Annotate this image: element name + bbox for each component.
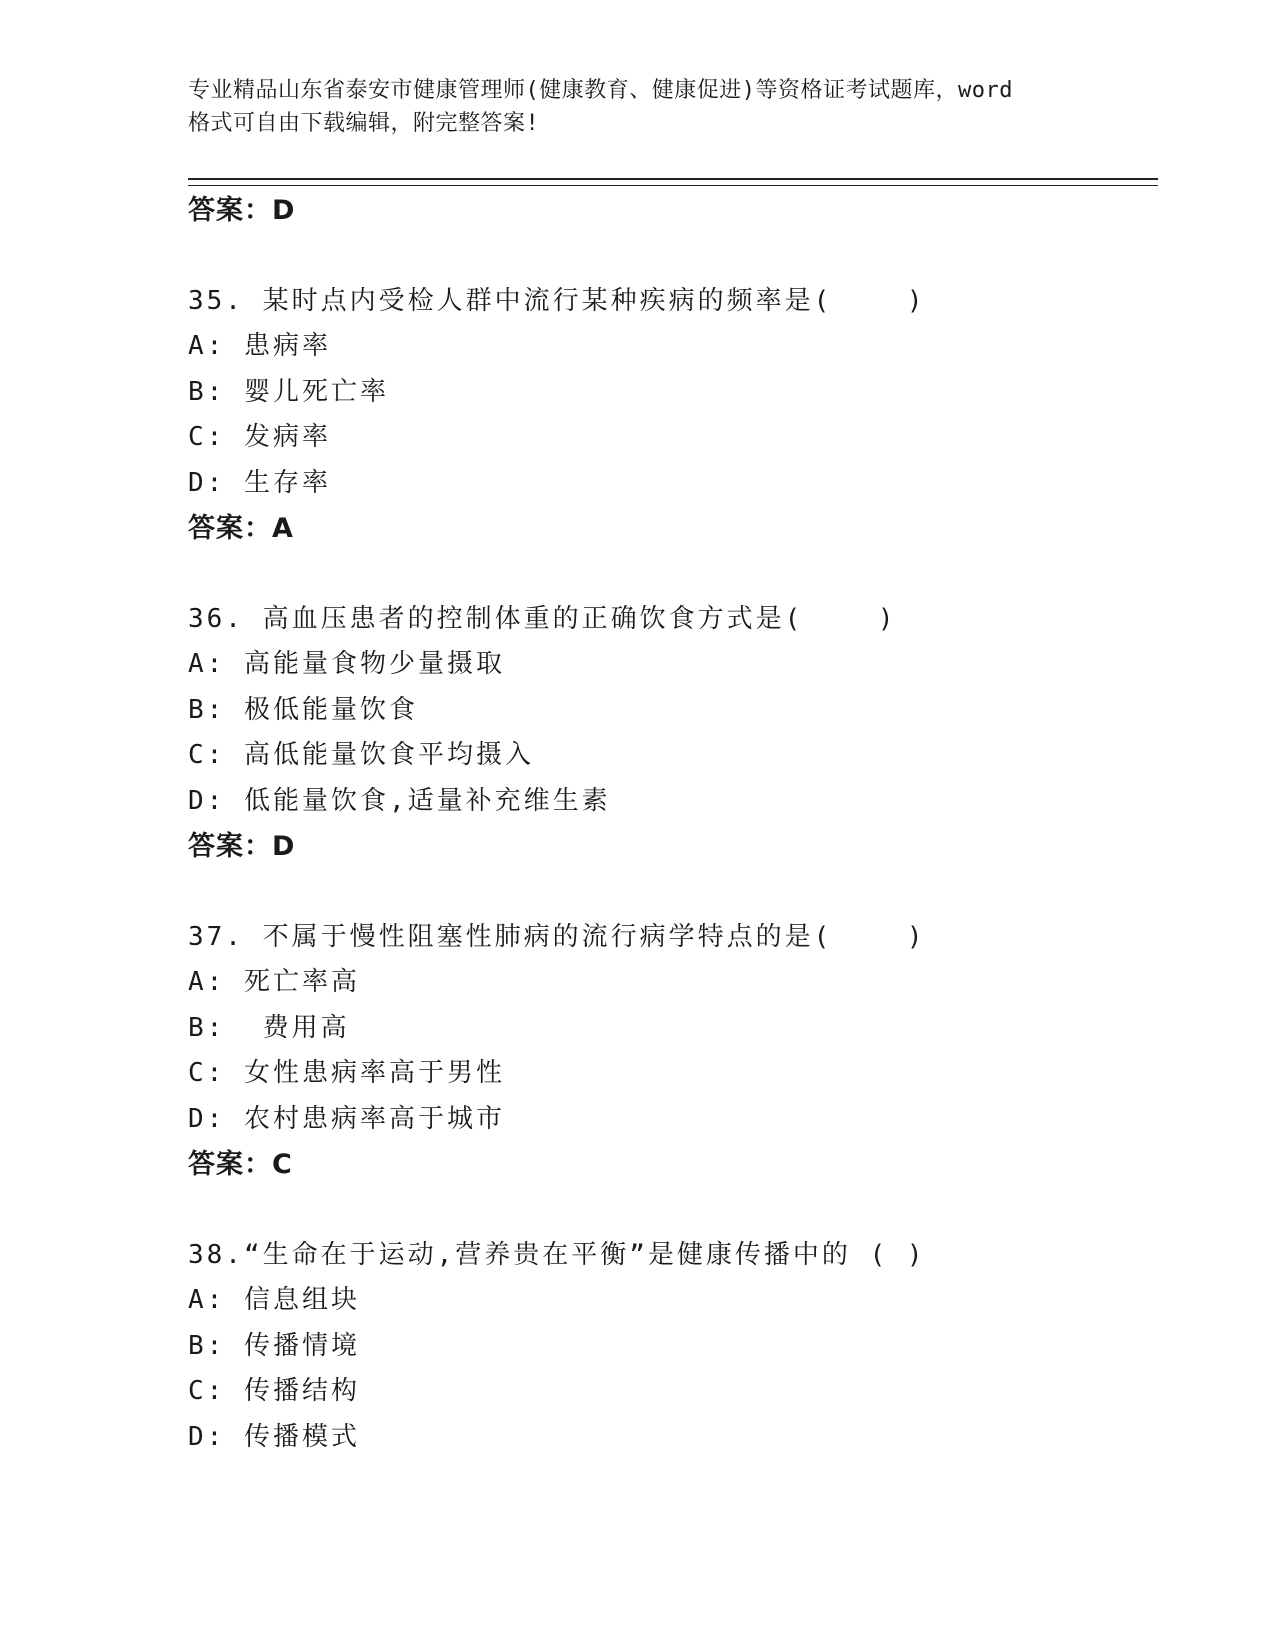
option-b: B: 传播情境 [188, 1330, 360, 1361]
answer-34: 答案：D [188, 195, 296, 226]
option-c: C: 发病率 [188, 422, 331, 452]
option-d: D: 低能量饮食,适量补充维生素 [188, 785, 611, 816]
answer: 答案：C [188, 1149, 293, 1180]
option-c: C: 传播结构 [188, 1376, 360, 1406]
document-body [188, 188, 1168, 1460]
option-a: A: 高能量食物少量摄取 [188, 649, 505, 679]
question-35 [188, 278, 1168, 552]
option-b: B: 费用高 [188, 1012, 350, 1043]
answer: 答案：D [188, 831, 296, 862]
question-stem: 35. 某时点内受检人群中流行某种疾病的频率是( ) [188, 286, 926, 316]
question-stem: 37. 不属于慢性阻塞性肺病的流行病学特点的是( ) [188, 922, 926, 952]
answer: 答案：A [188, 513, 294, 544]
option-a: A: 死亡率高 [188, 967, 360, 997]
option-d: D: 农村患病率高于城市 [188, 1103, 505, 1134]
question-36 [188, 596, 1168, 870]
question-37 [188, 914, 1168, 1188]
option-a: A: 信息组块 [188, 1285, 360, 1315]
question-stem: 36. 高血压患者的控制体重的正确饮食方式是( ) [188, 604, 897, 634]
option-d: D: 生存率 [188, 467, 331, 498]
header-line-1: 专业精品山东省泰安市健康管理师(健康教育、健康促进)等资格证考试题库，word [188, 78, 1013, 103]
option-c: C: 女性患病率高于男性 [188, 1058, 505, 1088]
option-a: A: 患病率 [188, 331, 331, 361]
header-divider [188, 178, 1158, 186]
question-stem: 38.“生命在于运动,营养贵在平衡”是健康传播中的 ( ) [188, 1240, 926, 1270]
option-c: C: 高低能量饮食平均摄入 [188, 740, 534, 770]
question-38 [188, 1232, 1168, 1460]
header-line-2: 格式可自由下载编辑，附完整答案! [188, 111, 540, 136]
page-header [188, 74, 1088, 140]
option-b: B: 极低能量饮食 [188, 694, 418, 725]
option-d: D: 传播模式 [188, 1421, 360, 1452]
option-b: B: 婴儿死亡率 [188, 376, 389, 407]
